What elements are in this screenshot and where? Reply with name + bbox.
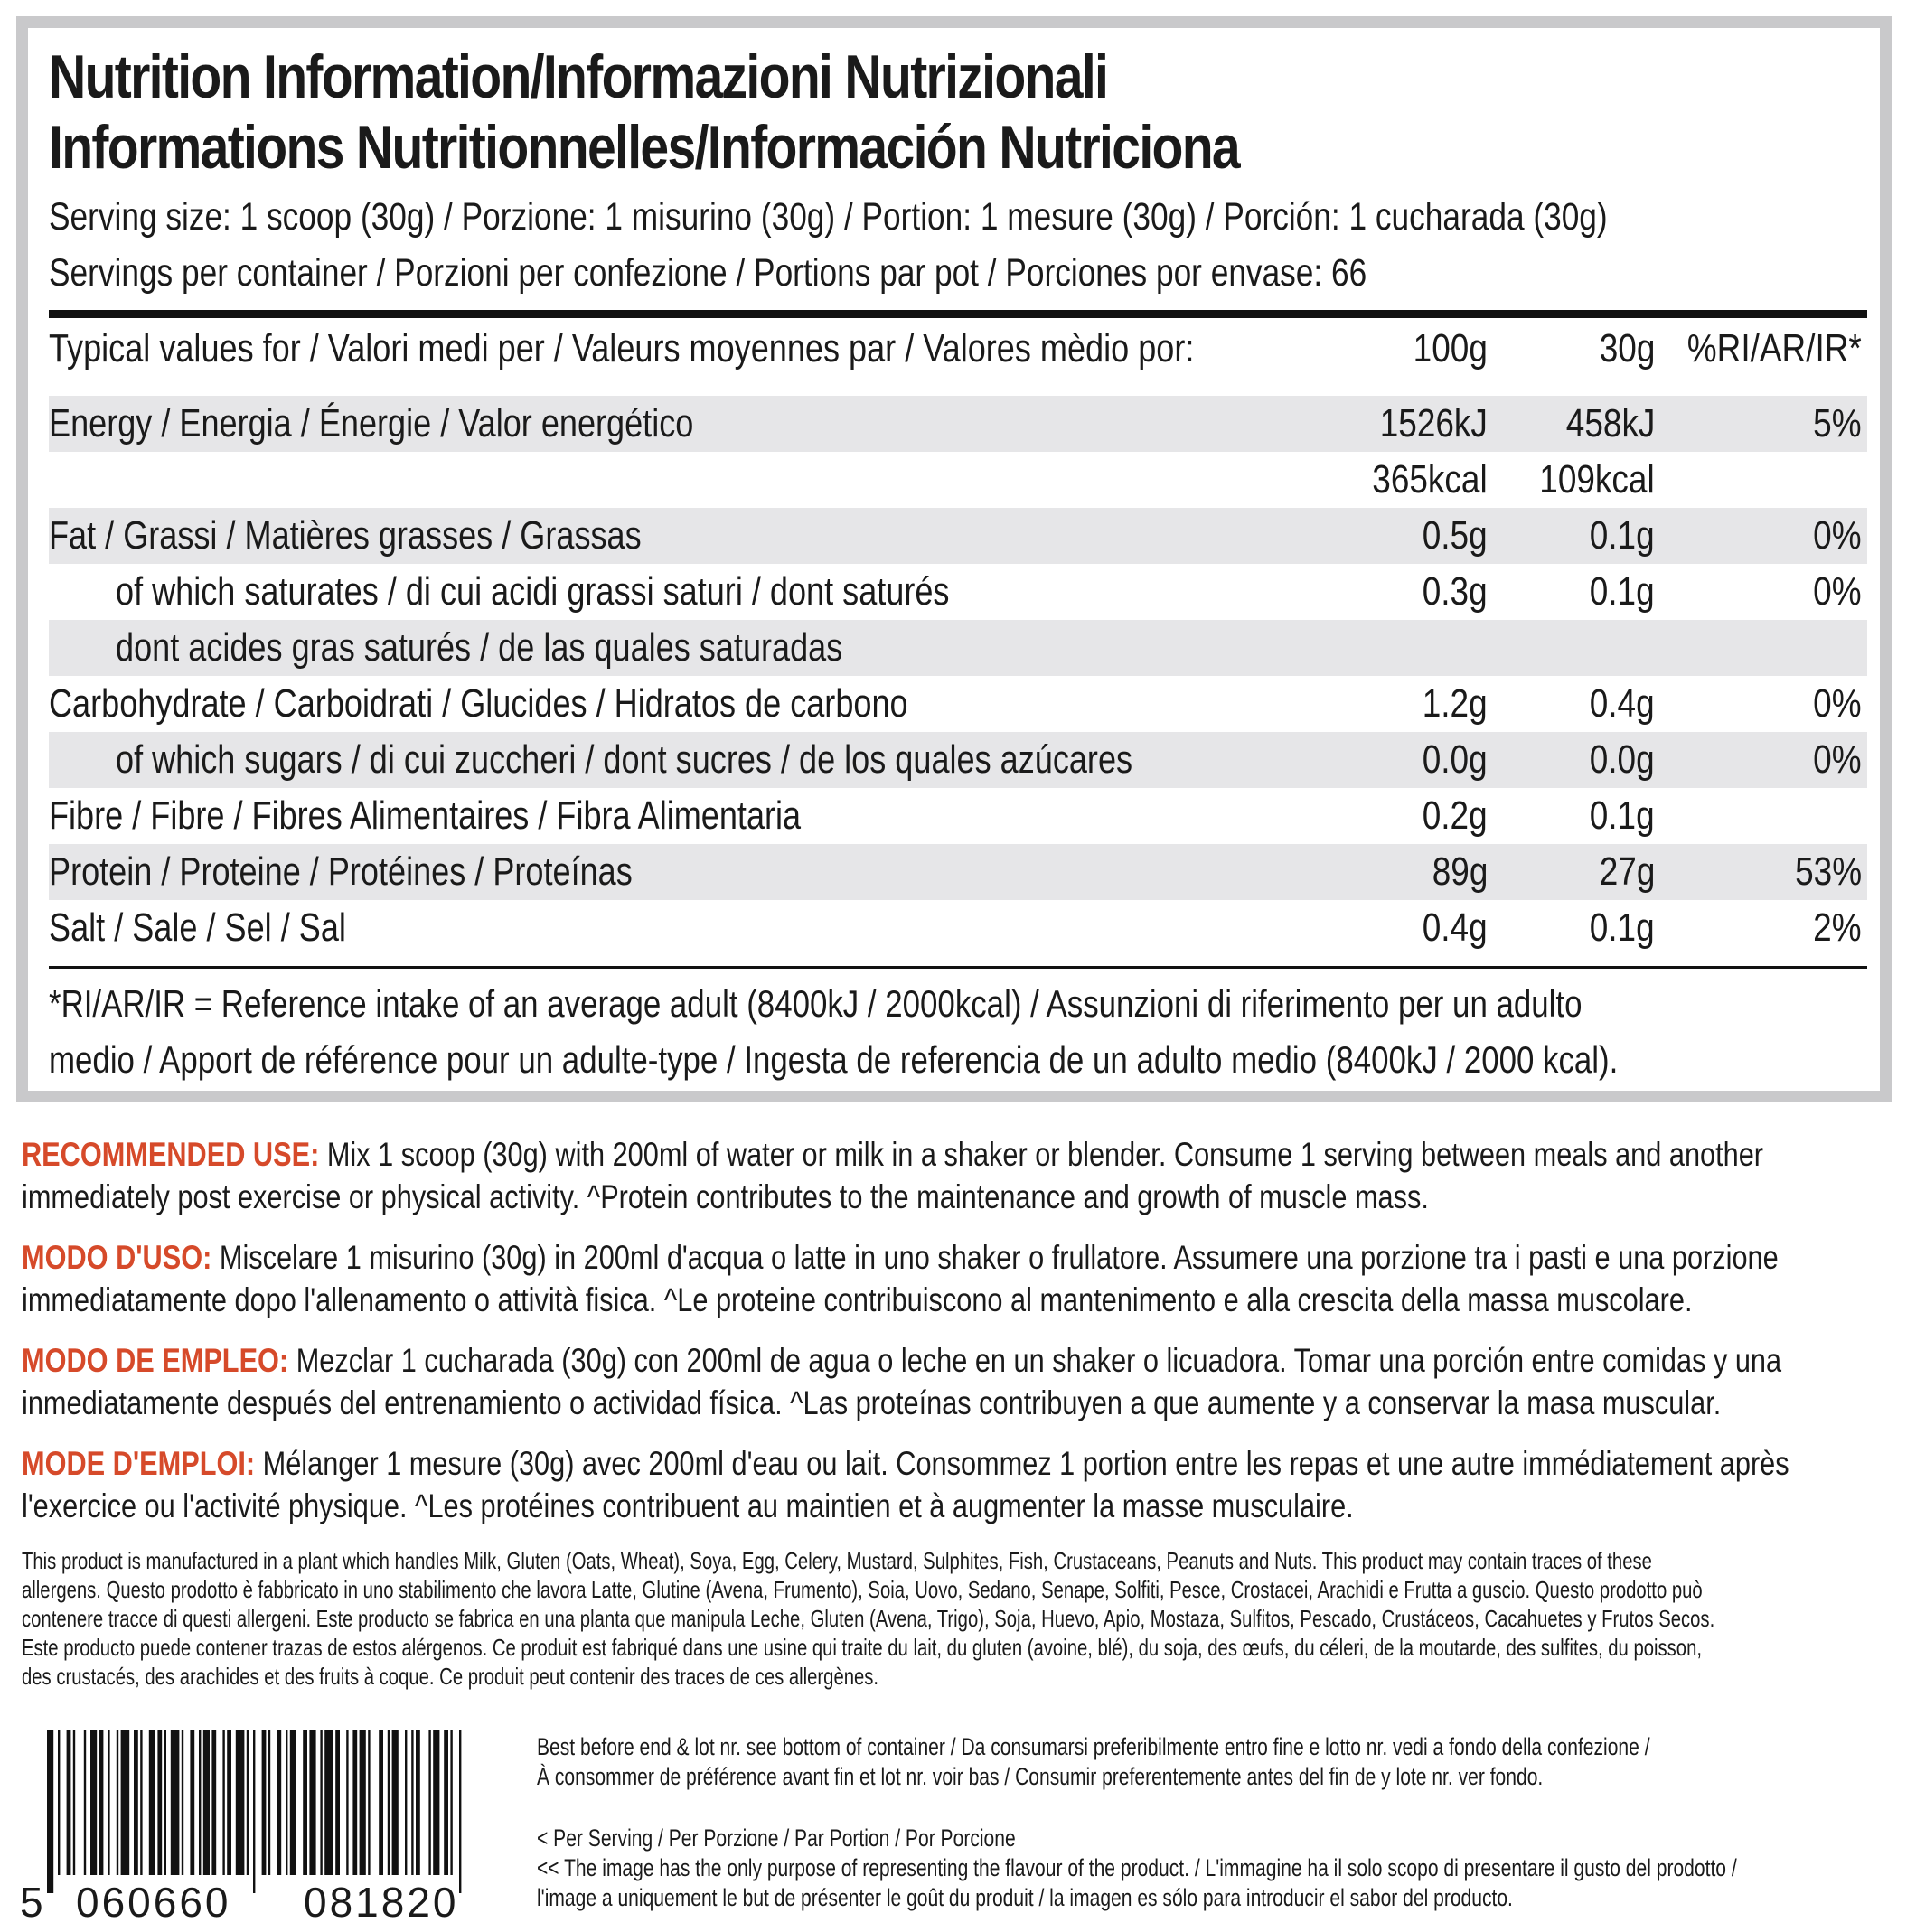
usage-heading: MODO DE EMPLEO: xyxy=(22,1342,289,1379)
value-30g: 27g xyxy=(1599,849,1655,894)
barcode-right-digits: 081820 xyxy=(304,1879,459,1926)
usage-heading: MODO D'USO: xyxy=(22,1239,212,1276)
value-ri: 0% xyxy=(1813,681,1862,726)
value-ri: 0% xyxy=(1813,513,1862,558)
table-row-fibre xyxy=(49,788,1867,844)
usage-en xyxy=(22,1133,1911,1218)
value-100g: 1526kJ xyxy=(1379,401,1488,445)
usage-es xyxy=(22,1339,1911,1424)
header-col-100g: 100g xyxy=(1413,326,1488,370)
value-30g: 0.1g xyxy=(1590,513,1655,558)
table-row-fat xyxy=(49,508,1867,564)
per-serving-note: < Per Serving / Per Porzione / Par Portion / Por Porcione xyxy=(537,1824,1016,1852)
usage-fr xyxy=(22,1442,1911,1527)
serving-size: Serving size: 1 scoop (30g) / Porzione: 1 misurino (30g) / Portion: 1 mesure (30g) / Porción: 1 cucharada (30g) xyxy=(49,195,1608,239)
table-row-sugars xyxy=(49,732,1867,788)
value-100g: 89g xyxy=(1432,849,1488,894)
value-ri: 2% xyxy=(1813,905,1862,950)
header-col-ri: %RI/AR/IR* xyxy=(1686,326,1862,370)
value-30g: 0.1g xyxy=(1590,905,1655,950)
table-row-energy-kj xyxy=(49,396,1867,452)
row-label: Fat / Grassi / Matières grasses / Grassas xyxy=(49,513,642,558)
value-ri: 0% xyxy=(1813,737,1862,782)
usage-heading: MODE D'EMPLOI: xyxy=(22,1445,256,1482)
image-disclaimer: << The image has the only purpose of representing the flavour of the product. / L'immagine ha il solo scopo di presentare il gusto del prodotto / l'image a uniquement le but de présenter le goût du produit / la imagen es sólo para introducir el sabor del producto. xyxy=(537,1854,1737,1911)
row-label: of which saturates / di cui acidi grassi saturi / dont saturés xyxy=(116,569,950,614)
value-30g: 0.1g xyxy=(1590,793,1655,838)
row-label: Salt / Sale / Sel / Sal xyxy=(49,905,346,950)
row-label: Protein / Proteine / Protéines / Proteínas xyxy=(49,849,633,894)
row-label: of which sugars / di cui zuccheri / dont sucres / de los quales azúcares xyxy=(116,737,1133,782)
value-100g: 365kcal xyxy=(1372,457,1488,502)
row-label: Carbohydrate / Carboidrati / Glucides / Hidratos de carbono xyxy=(49,681,908,726)
row-label: dont acides gras saturés / de las quales saturadas xyxy=(116,625,843,670)
row-label: Fibre / Fibre / Fibres Alimentaires / Fibra Alimentaria xyxy=(49,793,802,838)
table-header-row xyxy=(49,321,1867,377)
table-top-rule xyxy=(49,310,1867,318)
value-30g: 0.4g xyxy=(1590,681,1655,726)
barcode-image xyxy=(43,1730,468,1893)
servings-per-container: Servings per container / Porzioni per confezione / Portions par pot / Porciones por envase: 66 xyxy=(49,251,1367,295)
usage-text: immediately post exercise or physical activity. ^Protein contributes to the maintenance and growth of muscle mass. xyxy=(22,1178,1429,1215)
value-ri: 0% xyxy=(1813,569,1862,614)
barcode-left-digits: 060660 xyxy=(76,1879,231,1926)
usage-it xyxy=(22,1236,1911,1321)
table-row-protein xyxy=(49,844,1867,900)
usage-text: Mix 1 scoop (30g) with 200ml of water or milk in a shaker or blender. Consume 1 serving between meals and another xyxy=(319,1136,1764,1173)
value-100g: 0.5g xyxy=(1423,513,1488,558)
table-row-saturates-cont xyxy=(49,620,1867,676)
table-row-salt xyxy=(49,900,1867,956)
header-col-30g: 30g xyxy=(1599,326,1655,370)
usage-text: Miscelare 1 misurino (30g) in 200ml d'acqua o latte in uno shaker o frullatore. Assumere una porzione tra i pasti e una porzione xyxy=(211,1239,1779,1276)
usage-text: Mélanger 1 mesure (30g) avec 200ml d'eau ou lait. Consommez 1 portion entre les repas et une autre immédiatement après xyxy=(255,1445,1789,1482)
row-label: Energy / Energia / Énergie / Valor energético xyxy=(49,401,694,445)
title-line-2: Informations Nutritionnelles/Información Nutriciona xyxy=(49,113,1240,182)
header-label: Typical values for / Valori medi per / Valeurs moyennes par / Valores mèdio por: xyxy=(49,326,1195,370)
table-bottom-rule xyxy=(49,966,1867,969)
allergen-statement: This product is manufactured in a plant which handles Milk, Gluten (Oats, Wheat), Soya, Egg, Celery, Mustard, Sulphites, Fish, Crustaceans, Peanuts and Nuts. This product may contain traces of these allergens. Questo prodotto è fabbricato in uno stabilimento che lavora Latte, Glutine (Avena, Frumento), Soia, Uovo, Sedano, Senape, Solfiti, Pesce, Crostacei, Arachidi e Frutta a guscio. Questo prodotto può contenere tracce di questi allergeni. Este producto se fabrica en una planta que manipula Leche, Gluten (Avena, Trigo), Soja, Huevo, Apio, Mostaza, Sulfitos, Pescado, Crustáceos, Cacahuetes y Frutos Secos. Este producto puede contener trazas de estos alérgenos. Ce produit est fabriqué dans une usine qui traite du lait, du gluten (avoine, blé), du soja, des œufs, du céleri, de la moutarde, des sulfites, du poisson, des crustacés, des arachides et des fruits à coque. Ce produit peut contenir des traces de ces allergènes. xyxy=(22,1547,1715,1690)
value-30g: 109kcal xyxy=(1539,457,1655,502)
usage-text: immediatamente dopo l'allenamento o attività fisica. ^Le proteine contribuiscono al mantenimento e alla crescita della massa muscolare. xyxy=(22,1281,1693,1318)
title-line-1: Nutrition Information/Informazioni Nutrizionali xyxy=(49,42,1108,111)
value-30g: 0.0g xyxy=(1590,737,1655,782)
usage-heading: RECOMMENDED USE: xyxy=(22,1136,320,1173)
footnote-line-2: medio / Apport de référence pour un adulte-type / Ingesta de referencia de un adulto medio (8400kJ / 2000 kcal). xyxy=(49,1038,1619,1081)
best-before-note: Best before end & lot nr. see bottom of container / Da consumarsi preferibilmente entro fine e lotto nr. vedi a fondo della confezione / À consommer de préférence avant fin et lot nr. voir bas / Consumir preferentemente antes del fin de y lote nr. ver fondo. xyxy=(537,1733,1650,1790)
usage-text: inmediatamente después del entrenamiento o actividad física. ^Las proteínas contribuyen a que aumente y a conservar la masa muscular. xyxy=(22,1384,1722,1421)
value-100g: 0.4g xyxy=(1423,905,1488,950)
barcode-first-digit: 5 xyxy=(20,1879,46,1926)
value-ri: 5% xyxy=(1813,401,1862,445)
usage-text: l'exercice ou l'activité physique. ^Les protéines contribuent au maintien et à augmenter la masse musculaire. xyxy=(22,1487,1354,1524)
value-ri: 53% xyxy=(1795,849,1862,894)
value-100g: 0.2g xyxy=(1423,793,1488,838)
value-30g: 458kJ xyxy=(1565,401,1655,445)
footnote-line-1: *RI/AR/IR = Reference intake of an average adult (8400kJ / 2000kcal) / Assunzioni di riferimento per un adulto xyxy=(49,982,1583,1025)
value-100g: 1.2g xyxy=(1423,681,1488,726)
value-30g: 0.1g xyxy=(1590,569,1655,614)
value-100g: 0.0g xyxy=(1423,737,1488,782)
table-row-saturates xyxy=(49,564,1867,620)
value-100g: 0.3g xyxy=(1423,569,1488,614)
usage-text: Mezclar 1 cucharada (30g) con 200ml de agua o leche en un shaker o licuadora. Tomar una porción entre comidas y una xyxy=(288,1342,1782,1379)
table-row-energy-kcal xyxy=(49,452,1867,508)
table-row-carbohydrate xyxy=(49,676,1867,732)
